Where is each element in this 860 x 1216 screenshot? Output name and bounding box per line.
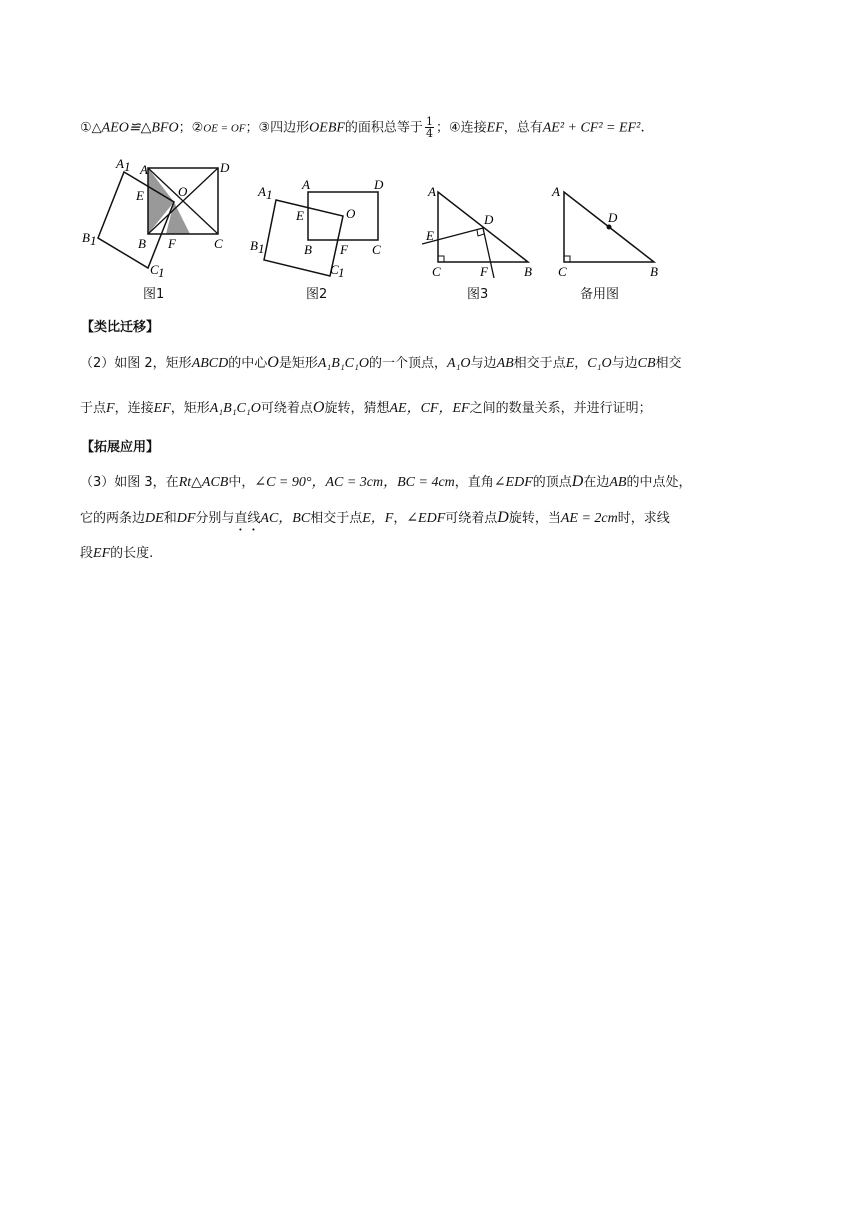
label-c1: C	[150, 262, 159, 277]
label-b: B	[304, 242, 312, 257]
label-a: A	[302, 177, 310, 192]
label-b: B	[524, 264, 532, 279]
s3p1-f: ∠EDF	[493, 475, 533, 490]
s1-sep: ；②	[178, 120, 204, 136]
label-a: A	[552, 184, 560, 199]
s2p2-i: 旋转，猜想	[324, 401, 390, 416]
right-angle-c-spare	[564, 256, 570, 262]
label-a1: A	[258, 184, 266, 199]
label-e: E	[136, 188, 144, 203]
label-a1-sub: 1	[124, 159, 131, 174]
s3p1-b: Rt△ACB	[178, 475, 229, 490]
s3p2-d: DF	[176, 511, 196, 526]
heading-analogy: 【类比迁移】	[81, 320, 160, 335]
label-d: D	[220, 160, 230, 175]
label-b1: B	[82, 230, 90, 245]
s2p1-h: A₁O	[447, 356, 471, 371]
label-c1: C	[330, 262, 339, 277]
label-a: A	[140, 162, 148, 177]
label-f: F	[340, 242, 348, 257]
s3p3-b: EF	[93, 546, 111, 561]
s3p2-b: DE	[145, 511, 164, 526]
s2p1-n: C₁O	[587, 356, 612, 371]
s1-math: AEO≌△BFO	[101, 120, 179, 136]
s4-text: ，总有	[503, 120, 543, 136]
s2p2-a: 于点	[80, 401, 107, 416]
s2p1-l: E	[565, 356, 575, 371]
triangle-acb	[438, 192, 528, 262]
s2-math: OE = OF	[203, 122, 246, 135]
s2p2-b: F	[106, 401, 115, 416]
s3p2-c: 和	[163, 511, 177, 526]
s3p2-n: 旋转，当	[508, 511, 561, 526]
label-d: D	[608, 210, 618, 225]
s3p1-e: ，直角	[454, 475, 494, 490]
s1-prefix: ①△	[80, 120, 102, 136]
s3p1-c: 中，	[228, 475, 255, 490]
s2p2-k: 之间的数量关系，并进行证明；	[469, 401, 652, 416]
s2p2-j: AE，CF，EF	[389, 401, 470, 416]
midpoint-d	[607, 225, 612, 230]
s2p1-g: 的一个顶点，	[369, 356, 448, 371]
label-b: B	[138, 236, 146, 251]
label-c1-sub: 1	[158, 265, 165, 280]
frac-den: 4	[425, 127, 433, 140]
s2p1-c: 的中心	[228, 356, 268, 371]
s2p1-o: 与边	[611, 356, 638, 371]
s3p1-i: 在边	[583, 475, 610, 490]
label-c1-sub: 1	[338, 265, 345, 280]
label-o: O	[178, 184, 188, 199]
s3p2-m: D	[497, 509, 509, 526]
s4-end: .	[640, 119, 645, 136]
label-b: B	[650, 264, 658, 279]
frac-num: 1	[425, 115, 433, 128]
figure-1	[78, 152, 248, 287]
label-a1-sub: 1	[266, 187, 273, 202]
s2-sep: ；③四边形	[245, 120, 310, 136]
s2p2-f: A₁B₁C₁O	[209, 401, 261, 416]
label-c: C	[214, 236, 223, 251]
figure-spare	[544, 180, 669, 280]
s3p3-a: 段	[80, 546, 94, 561]
s2p2-g: 可绕着点	[260, 401, 313, 416]
s3p1-g: 的顶点	[532, 475, 572, 490]
s3p1-d: ∠C = 90°，AC = 3cm，BC = 4cm	[254, 475, 455, 490]
label-f: F	[168, 236, 176, 251]
s3p1-a: （3）如图 3，在	[80, 475, 179, 490]
s3-text: 的面积总等于	[344, 120, 423, 136]
s2p1-m: ，	[574, 356, 588, 371]
s2p1-p: CB	[637, 356, 656, 371]
s2p1-d: O	[267, 354, 279, 371]
label-a: A	[428, 184, 436, 199]
s3p2-k: ∠EDF	[406, 511, 446, 526]
s3p1-j: AB	[609, 475, 627, 490]
section2-para-line1	[80, 353, 682, 374]
s2p2-c: ，连接	[114, 401, 154, 416]
s2p2-h: O	[312, 399, 325, 416]
heading-extension: 【拓展应用】	[81, 440, 160, 455]
s4-eq: AE² + CF² = EF²	[542, 120, 641, 136]
s3p2-a: 它的两条边	[80, 511, 146, 526]
s3-math: OEBF	[309, 120, 345, 136]
s3p2-e: 分别与	[195, 511, 235, 526]
s3p2-o: AE = 2cm	[560, 511, 618, 526]
s2p1-j: AB	[496, 356, 514, 371]
label-o: O	[346, 206, 356, 221]
caption-figure-2: 图2	[306, 287, 328, 302]
label-c: C	[432, 264, 441, 279]
s3-sep: ；④连接	[435, 120, 487, 136]
s2p2-d: EF	[153, 401, 171, 416]
s3p2-i: E，F	[362, 511, 394, 526]
section3-para-line1	[80, 472, 691, 493]
caption-figure-3: 图3	[467, 287, 489, 302]
caption-figure-1: 图1	[143, 287, 165, 302]
label-b1: B	[250, 238, 258, 253]
label-b1-sub: 1	[258, 241, 265, 256]
figure-2	[248, 172, 393, 282]
s3p1-h: D	[571, 473, 584, 490]
s2p1-b: ABCD	[191, 356, 229, 371]
caption-figure-spare: 备用图	[580, 287, 620, 302]
right-angle-d	[477, 230, 484, 236]
s4-math: EF	[486, 120, 504, 136]
label-c: C	[372, 242, 381, 257]
s3p2-h: 相交于点	[310, 511, 363, 526]
s3p2-g: AC，BC	[260, 511, 311, 526]
label-d: D	[484, 212, 494, 227]
section2-para-line2	[80, 398, 652, 419]
s3p2-p: 时，求线	[617, 511, 670, 526]
figure-3	[418, 180, 543, 280]
s2p1-k: 相交于点	[513, 356, 566, 371]
s3p2-f-emphasis: 直线	[234, 511, 261, 526]
s2p1-e: 是矩形	[278, 356, 318, 371]
label-b1-sub: 1	[90, 233, 97, 248]
section3-para-line2	[80, 508, 670, 534]
s3p2-j: ，	[393, 511, 407, 526]
label-e: E	[296, 208, 304, 223]
label-a1: A	[116, 156, 124, 171]
s2p2-e: ，矩形	[170, 401, 210, 416]
statements-line	[80, 116, 645, 139]
fraction-one-quarter	[425, 116, 434, 139]
s2p1-i: 与边	[470, 356, 497, 371]
s3p1-k: 的中点处，	[626, 475, 692, 490]
s3p2-l: 可绕着点	[445, 511, 498, 526]
label-f: F	[480, 264, 488, 279]
s2p1-f: A₁B₁C₁O	[317, 356, 369, 371]
label-c: C	[558, 264, 567, 279]
s3p3-c: 的长度.	[110, 546, 154, 561]
label-d: D	[374, 177, 384, 192]
section3-para-line3	[80, 543, 153, 564]
right-angle-c	[438, 256, 444, 262]
s2p1-q: 相交	[655, 356, 682, 371]
s2p1-a: （2）如图 2，矩形	[80, 356, 192, 371]
label-e: E	[426, 228, 434, 243]
